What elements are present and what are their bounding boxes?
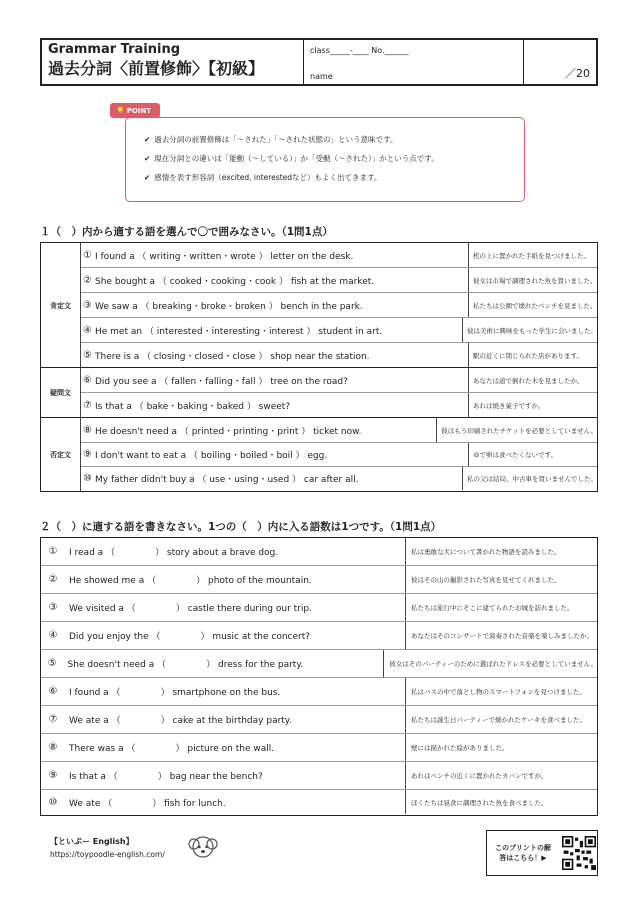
table-row <box>41 706 597 734</box>
name-field[interactable]: name <box>310 72 333 81</box>
question-japanese: 私の父は結局、中古車を買いませんでした。 <box>467 475 597 483</box>
question-english[interactable]: She doesn't need a （ ） dress for the party. <box>64 650 385 677</box>
score-total: ／20 <box>565 67 590 80</box>
title-japanese: 過去分詞〈前置修飾〉【初級】 <box>48 59 265 78</box>
table-row <box>41 622 597 650</box>
point-item: ✔ 感情を表す形容詞（excited, interestedなど）もよく出てきます。 <box>144 173 382 182</box>
question-english[interactable]: My father didn't buy a （ use・using・used ） car after all. <box>95 475 359 485</box>
title-english: Grammar Training <box>48 42 181 57</box>
answer-link-text[interactable]: このプリントの解答はこちら！▶ <box>495 844 551 862</box>
question-english[interactable]: She bought a （ cooked・cooking・cook ） fish at the market. <box>95 276 375 287</box>
title-cell <box>42 40 304 84</box>
question-number: ⑧ <box>48 742 58 753</box>
point-badge <box>110 103 160 118</box>
question-english[interactable]: Is that a （ ） bag near the bench? <box>65 762 406 789</box>
question-japanese: 私はバスの中で落とし物のスマートフォンを見つけました。 <box>411 688 586 696</box>
table-row <box>41 650 597 678</box>
checkmark-icon: ✔ <box>144 154 151 163</box>
section2-title: ２（ ）に適する語を書きなさい。1つの（ ）内に入る語数は1つです。（1問1点） <box>40 521 442 533</box>
question-japanese: 彼はもう印刷されたチケットを必要としていません。 <box>441 426 597 435</box>
question-japanese: 彼は美術に興味をもった学生に会いました。 <box>467 326 597 335</box>
table-row <box>81 418 597 443</box>
table-row <box>41 734 597 762</box>
site-url-link[interactable]: https://toypoodle-english.com/ <box>50 850 165 859</box>
table-row <box>81 368 597 393</box>
question-japanese: ぼくたちは昼食に調理された魚を食べました。 <box>411 798 548 807</box>
question-english[interactable]: We saw a （ breaking・broke・broken ） bench in the park. <box>95 301 363 312</box>
question-japanese: あなたは道で倒れた木を見ましたか。 <box>473 376 584 385</box>
question-japanese: ゆで卵は食べたくないです。 <box>473 451 557 459</box>
question-number: ⑤ <box>47 658 57 669</box>
lightbulb-icon: 💡 <box>116 106 125 115</box>
question-number: ① <box>83 249 92 261</box>
question-number: ⑥ <box>48 686 58 697</box>
question-english[interactable]: I don't want to eat a （ boiling・boiled・boil ） egg. <box>95 451 328 461</box>
question-japanese: あれは焼き菓子ですか。 <box>473 401 545 410</box>
table-row <box>81 268 597 293</box>
table-row <box>81 443 597 467</box>
checkmark-icon: ✔ <box>144 173 151 182</box>
table-row <box>41 762 597 790</box>
question-japanese: 机の上に置かれた手紙を見つけました。 <box>473 251 590 260</box>
question-japanese: 彼女は市場で調理された魚を買いました。 <box>473 276 597 285</box>
point-badge-label: POINT <box>126 106 152 115</box>
question-english[interactable]: I found a （ ） smartphone on the bus. <box>65 678 406 705</box>
answer-link-box[interactable] <box>486 830 598 876</box>
question-number: ③ <box>48 602 58 613</box>
question-english[interactable]: He doesn't need a （ printed・printing・print ） ticket now. <box>95 426 362 437</box>
question-english[interactable]: We visited a （ ） castle there during our trip. <box>65 594 406 621</box>
question-japanese: 彼女はそのパーティーのために選ばれたドレスを必要としていません。 <box>389 660 597 668</box>
question-japanese: あなたはそのコンサートで演奏された音楽を楽しみましたか。 <box>411 632 593 640</box>
question-japanese: 私たちは公園で壊れたベンチを見ました。 <box>473 301 597 310</box>
question-english[interactable]: I read a （ ） story about a brave dog. <box>65 538 406 565</box>
question-english[interactable]: Is that a （ bake・baking・baked ） sweet? <box>95 401 291 412</box>
question-number: ⑤ <box>83 349 92 361</box>
question-english[interactable]: He met an （ interested・interesting・interest ） student in art. <box>95 326 383 337</box>
question-english[interactable]: Did you see a （ fallen・falling・fall ） tree on the road? <box>95 376 348 387</box>
table-row <box>41 790 597 814</box>
question-english[interactable]: We ate （ ） fish for lunch. <box>65 790 406 814</box>
question-japanese: 駅の近くに閉じられた店があります。 <box>473 351 583 360</box>
table-row <box>81 318 597 343</box>
question-number: ③ <box>83 299 92 311</box>
question-english[interactable]: There is a （ closing・closed・close ） shop near the station. <box>95 351 370 362</box>
question-japanese: 壁には描かれた絵がありました。 <box>411 744 509 752</box>
table-row <box>81 467 597 490</box>
student-info-cell <box>304 40 524 84</box>
table-row <box>81 343 597 367</box>
question-japanese: 彼はその山の撮影された写真を見せてくれました。 <box>411 576 561 584</box>
point-item: ✔ 現在分詞との違いは「能動（～している）」か「受動（～された）」かという点です。 <box>144 154 439 163</box>
question-number: ④ <box>83 324 92 336</box>
question-number: ⑦ <box>48 714 58 725</box>
question-english[interactable]: I found a （ writing・written・wrote ） letter on the desk. <box>95 251 354 262</box>
section2-table <box>40 537 598 816</box>
question-number: ⑥ <box>83 374 92 386</box>
checkmark-icon: ✔ <box>144 135 151 144</box>
question-number: ④ <box>48 630 58 641</box>
worksheet-header <box>40 38 598 86</box>
question-japanese: 私は勇敢な犬について書かれた物語を読みました。 <box>411 548 561 556</box>
table-row <box>41 678 597 706</box>
poodle-logo-icon <box>186 830 220 864</box>
section1-title: １（ ）内から適する語を選んで〇で囲みなさい。（1問1点） <box>40 226 333 238</box>
table-row <box>81 243 597 268</box>
section1-table <box>40 242 598 492</box>
table-row <box>41 594 597 622</box>
question-number: ⑩ <box>83 473 92 484</box>
question-english[interactable]: He showed me a （ ） photo of the mountain. <box>65 566 406 593</box>
question-english[interactable]: There was a （ ） picture on the wall. <box>65 734 406 761</box>
table-row <box>41 538 597 566</box>
qr-code-icon[interactable] <box>562 835 596 871</box>
question-number: ② <box>48 574 58 585</box>
group-label-negative: 否定文 <box>41 418 81 491</box>
table-row <box>41 566 597 594</box>
question-japanese: あれはベンチの近くに置かれたカバンですか。 <box>411 772 548 780</box>
group-label-question: 疑問文 <box>41 368 81 418</box>
question-number: ⑨ <box>48 770 58 781</box>
class-number-field[interactable]: class_____-____ No.______ <box>310 46 409 55</box>
question-number: ⑩ <box>48 796 58 808</box>
question-number: ① <box>48 546 58 557</box>
question-number: ⑨ <box>83 449 92 460</box>
point-box <box>125 117 525 202</box>
brand-name: 【といぷー English】 <box>50 837 134 846</box>
point-list <box>126 118 524 187</box>
question-english[interactable]: Did you enjoy the （ ） music at the concert? <box>65 622 406 649</box>
score-cell <box>524 40 596 84</box>
question-english[interactable]: We ate a （ ） cake at the birthday party. <box>65 706 406 733</box>
question-japanese: 私たちは誕生日パーティーで焼かれたケーキを食べました。 <box>411 716 586 724</box>
point-item: ✔ 過去分詞の前置修飾は「～された」「～された状態の」という意味です。 <box>144 135 398 144</box>
question-japanese: 私たちは旅行中にそこに建てられたお城を訪れました。 <box>411 604 574 612</box>
table-row <box>81 393 597 417</box>
question-number: ⑦ <box>83 399 92 411</box>
question-number: ⑧ <box>83 424 92 436</box>
group-label-affirmative: 肯定文 <box>41 243 81 368</box>
question-number: ② <box>83 274 92 286</box>
table-row <box>81 293 597 318</box>
